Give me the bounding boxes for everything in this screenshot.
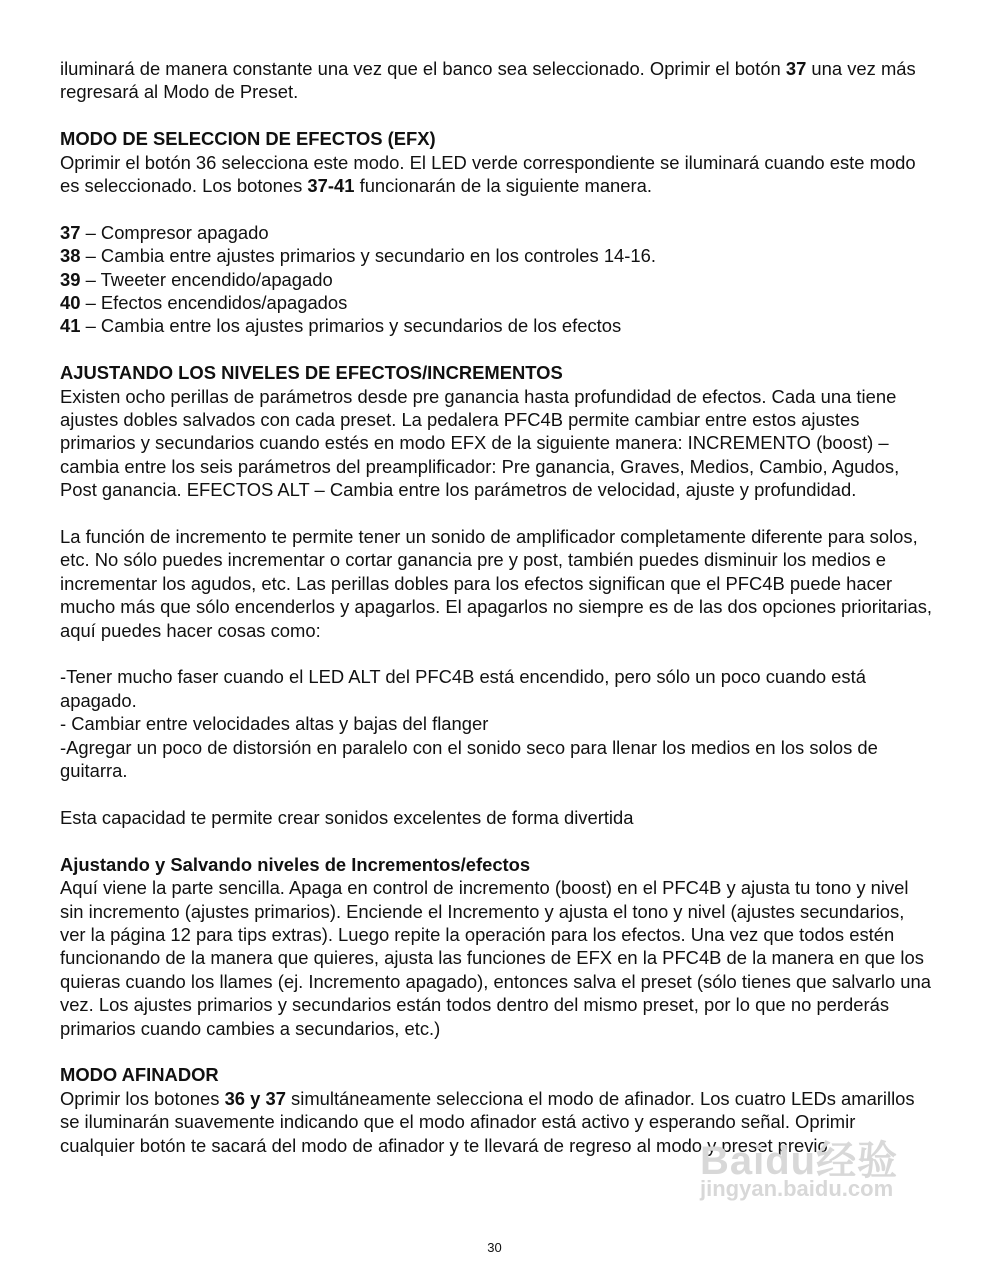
levels-paragraph-3: Esta capacidad te permite crear sonidos excelentes de forma divertida: [60, 806, 634, 828]
list-item: 39 – Tweeter encendido/apagado: [60, 268, 333, 290]
intro-paragraph: iluminará de manera constante una vez que el banco sea seleccionado. Oprimir el botón 37 una vez más regresará al Modo de Preset.: [60, 58, 916, 103]
list-item: -Agregar un poco de distorsión en paralelo con el sonido seco para llenar los medios en los solos de guitarra.: [60, 736, 878, 782]
levels-paragraph-2: La función de incremento te permite tener un sonido de amplificador completamente diferente para solos, etc. No sólo puedes incrementar o cortar ganancia pre y post, también puedes disminuir los medios e incrementar los agudos, etc. Las perillas dobles para los efectos significan que el PFC4B puede hacer mucho más que sólo encenderlos y apagarlos. El apagarlos no siempre es de las dos opciones prioritarias, aquí puedes hacer cosas como:: [60, 526, 932, 641]
list-item: 41 – Cambia entre los ajustes primarios y secundarios de los efectos: [60, 315, 622, 337]
levels-section: [60, 361, 932, 829]
levels-examples: [60, 665, 932, 782]
tuner-section: [60, 1063, 932, 1157]
efx-section: [60, 127, 932, 338]
efx-heading: MODO DE SELECCION DE EFECTOS (EFX): [60, 128, 436, 150]
list-item: 38 – Cambia entre ajustes primarios y secundario en los controles 14-16.: [60, 245, 656, 267]
tuner-heading: MODO AFINADOR: [60, 1064, 219, 1086]
tuner-paragraph: Oprimir los botones 36 y 37 simultáneamente selecciona el modo de afinador. Los cuatro LEDs amarillos se iluminarán suavemente indicando que el modo afinador está activo y esperando señal. Oprimir cualquier botón te sacará del modo de afinador y te llevará de regreso al modo y preset previo.: [60, 1087, 915, 1156]
levels-paragraph-1: Existen ocho perillas de parámetros desde pre ganancia hasta profundidad de efectos. Cada una tiene ajustes dobles salvados con cada preset. La pedalera PFC4B permite cambiar entre estos ajustes primarios y secundarios cuando estés en modo EFX de la siguiente manera: INCREMENTO (boost) – cambia entre los seis parámetros del preamplificador: Pre ganancia, Graves, Medios, Cambio, Agudos, Post ganancia. EFECTOS ALT – Cambia entre los parámetros de velocidad, ajuste y profundidad.: [60, 385, 900, 501]
watermark-url: jingyan.baidu.com: [700, 1176, 894, 1202]
list-item: - Cambiar entre velocidades altas y bajas del flanger: [60, 713, 489, 735]
list-item: 37 – Compresor apagado: [60, 221, 269, 243]
efx-paragraph: Oprimir el botón 36 selecciona este modo. El LED verde correspondiente se iluminará cuando este modo es seleccionado. Los botones 37-41 funcionarán de la siguiente manera.: [60, 151, 916, 197]
list-item: -Tener mucho faser cuando el LED ALT del PFC4B está encendido, pero sólo un poco cuando está apagado.: [60, 666, 866, 711]
list-item: 40 – Efectos encendidos/apagados: [60, 292, 348, 314]
watermark-logo: Baidu经验: [700, 1139, 899, 1183]
saving-heading: Ajustando y Salvando niveles de Incrementos/efectos: [60, 853, 531, 875]
levels-heading: AJUSTANDO LOS NIVELES DE EFECTOS/INCREMENTOS: [60, 362, 563, 384]
efx-button-list: [60, 221, 932, 338]
saving-paragraph: Aquí viene la parte sencilla. Apaga en control de incremento (boost) en el PFC4B y ajusta tu tono y nivel sin incremento (ajustes primarios). Enciende el Incremento y ajusta el tono y nivel (ajustes secundarios, ver la página 12 para tips extras). Luego repite la operación para los efectos. Una vez que todos estén funcionando de la manera que quieres, ajusta las funciones de EFX en la PFC4B de la manera en que los quieras cuando los llames (ej. Incremento apagado), entonces salva el preset (sólo tienes que salvarlo una vez. Los ajustes primarios y secundarios están todos dentro del mismo preset, por lo que no perderás primarios cuando cambies a secundarios, etc.): [60, 877, 931, 1039]
page-number: 30: [487, 1240, 502, 1255]
saving-section: [60, 853, 932, 1040]
document-page: [60, 57, 932, 1183]
